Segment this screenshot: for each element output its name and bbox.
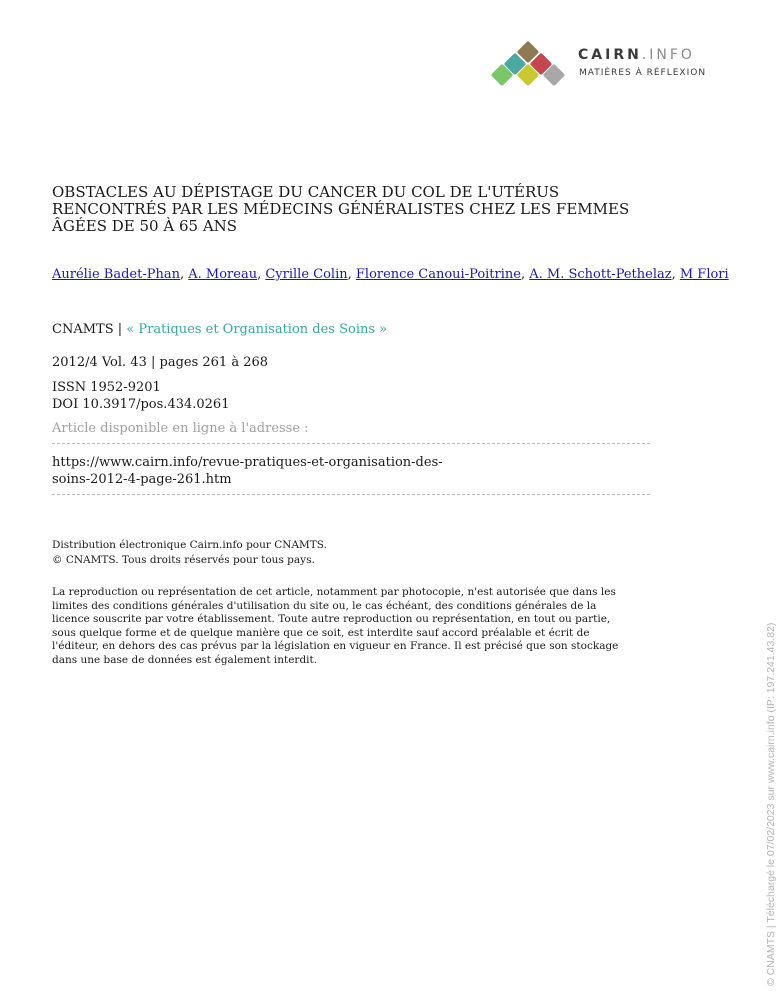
divider — [52, 443, 650, 444]
author-link[interactable]: Florence Canoui-Poitrine — [355, 267, 521, 282]
title-line: OBSTACLES AU DÉPISTAGE DU CANCER DU COL DE L'UTÉRUS — [52, 183, 560, 201]
publisher-name: CNAMTS — [52, 322, 114, 337]
legal-notice — [52, 586, 618, 667]
legal-line: dans une base de données est également interdit. — [52, 653, 318, 666]
legal-line: licence souscrite par votre établissement. Toute autre reproduction ou représentation, en tout ou partie, — [52, 613, 611, 625]
article-url[interactable] — [52, 454, 443, 488]
logo-suffix: .INFO — [641, 47, 695, 63]
journal-line — [52, 322, 387, 337]
url-line: https://www.cairn.info/revue-pratiques-et-organisation-des- — [52, 455, 443, 470]
logo-name: CAIRN — [578, 47, 642, 63]
logo-wordmark — [578, 47, 695, 63]
author-link[interactable]: A. M. Schott-Pethelaz — [529, 267, 672, 282]
title-line: ÂGÉES DE 50 À 65 ANS — [52, 217, 238, 235]
available-online-label: Article disponible en ligne à l'adresse : — [52, 421, 309, 436]
author-link[interactable]: M Flori — [679, 267, 729, 282]
logo-tagline: MATIÈRES À RÉFLEXION — [579, 68, 707, 78]
issn: ISSN 1952-9201 — [52, 380, 161, 395]
cairn-logo[interactable] — [486, 40, 726, 90]
author-link[interactable]: Cyrille Colin — [265, 267, 348, 282]
copyright-note: © CNAMTS. Tous droits réservés pour tous pays. — [52, 554, 315, 566]
legal-line: sous quelque forme et de quelque manière que ce soit, est interdite sauf accord préalable et écrit de — [52, 626, 590, 639]
url-line: soins-2012-4-page-261.htm — [52, 472, 232, 487]
legal-line: La reproduction ou représentation de cet article, notamment par photocopie, n'est autorisée que dans les — [52, 586, 616, 598]
download-watermark: © CNAMTS | Téléchargé le 07/02/2023 sur www.cairn.info (IP: 197.241.43.82) — [765, 622, 777, 986]
legal-line: l'éditeur, en dehors des cas prévus par la législation en vigueur en France. Il est précisé que son stockage — [52, 640, 619, 652]
author-list: Aurélie Badet-Phan, A. Moreau, Cyrille Colin, Florence Canoui-Poitrine, A. M. Schott-Pethelaz, M Flori — [52, 267, 729, 282]
legal-line: limites des conditions générales d'utilisation du site ou, le cas échéant, des conditions générales de la — [52, 599, 597, 612]
journal-separator: | — [113, 322, 127, 337]
author-link[interactable]: Aurélie Badet-Phan — [52, 267, 180, 282]
article-title — [52, 184, 732, 235]
doi: DOI 10.3917/pos.434.0261 — [52, 397, 230, 412]
journal-series-link[interactable]: « Pratiques et Organisation des Soins » — [126, 322, 388, 337]
issue-info: 2012/4 Vol. 43 | pages 261 à 268 — [52, 355, 269, 370]
cairn-logo-mark — [486, 40, 566, 90]
divider — [52, 494, 650, 495]
title-line: RENCONTRÉS PAR LES MÉDECINS GÉNÉRALISTES CHEZ LES FEMMES — [52, 200, 630, 218]
author-link[interactable]: A. Moreau — [188, 267, 258, 282]
distribution-note: Distribution électronique Cairn.info pour CNAMTS. — [52, 539, 327, 551]
